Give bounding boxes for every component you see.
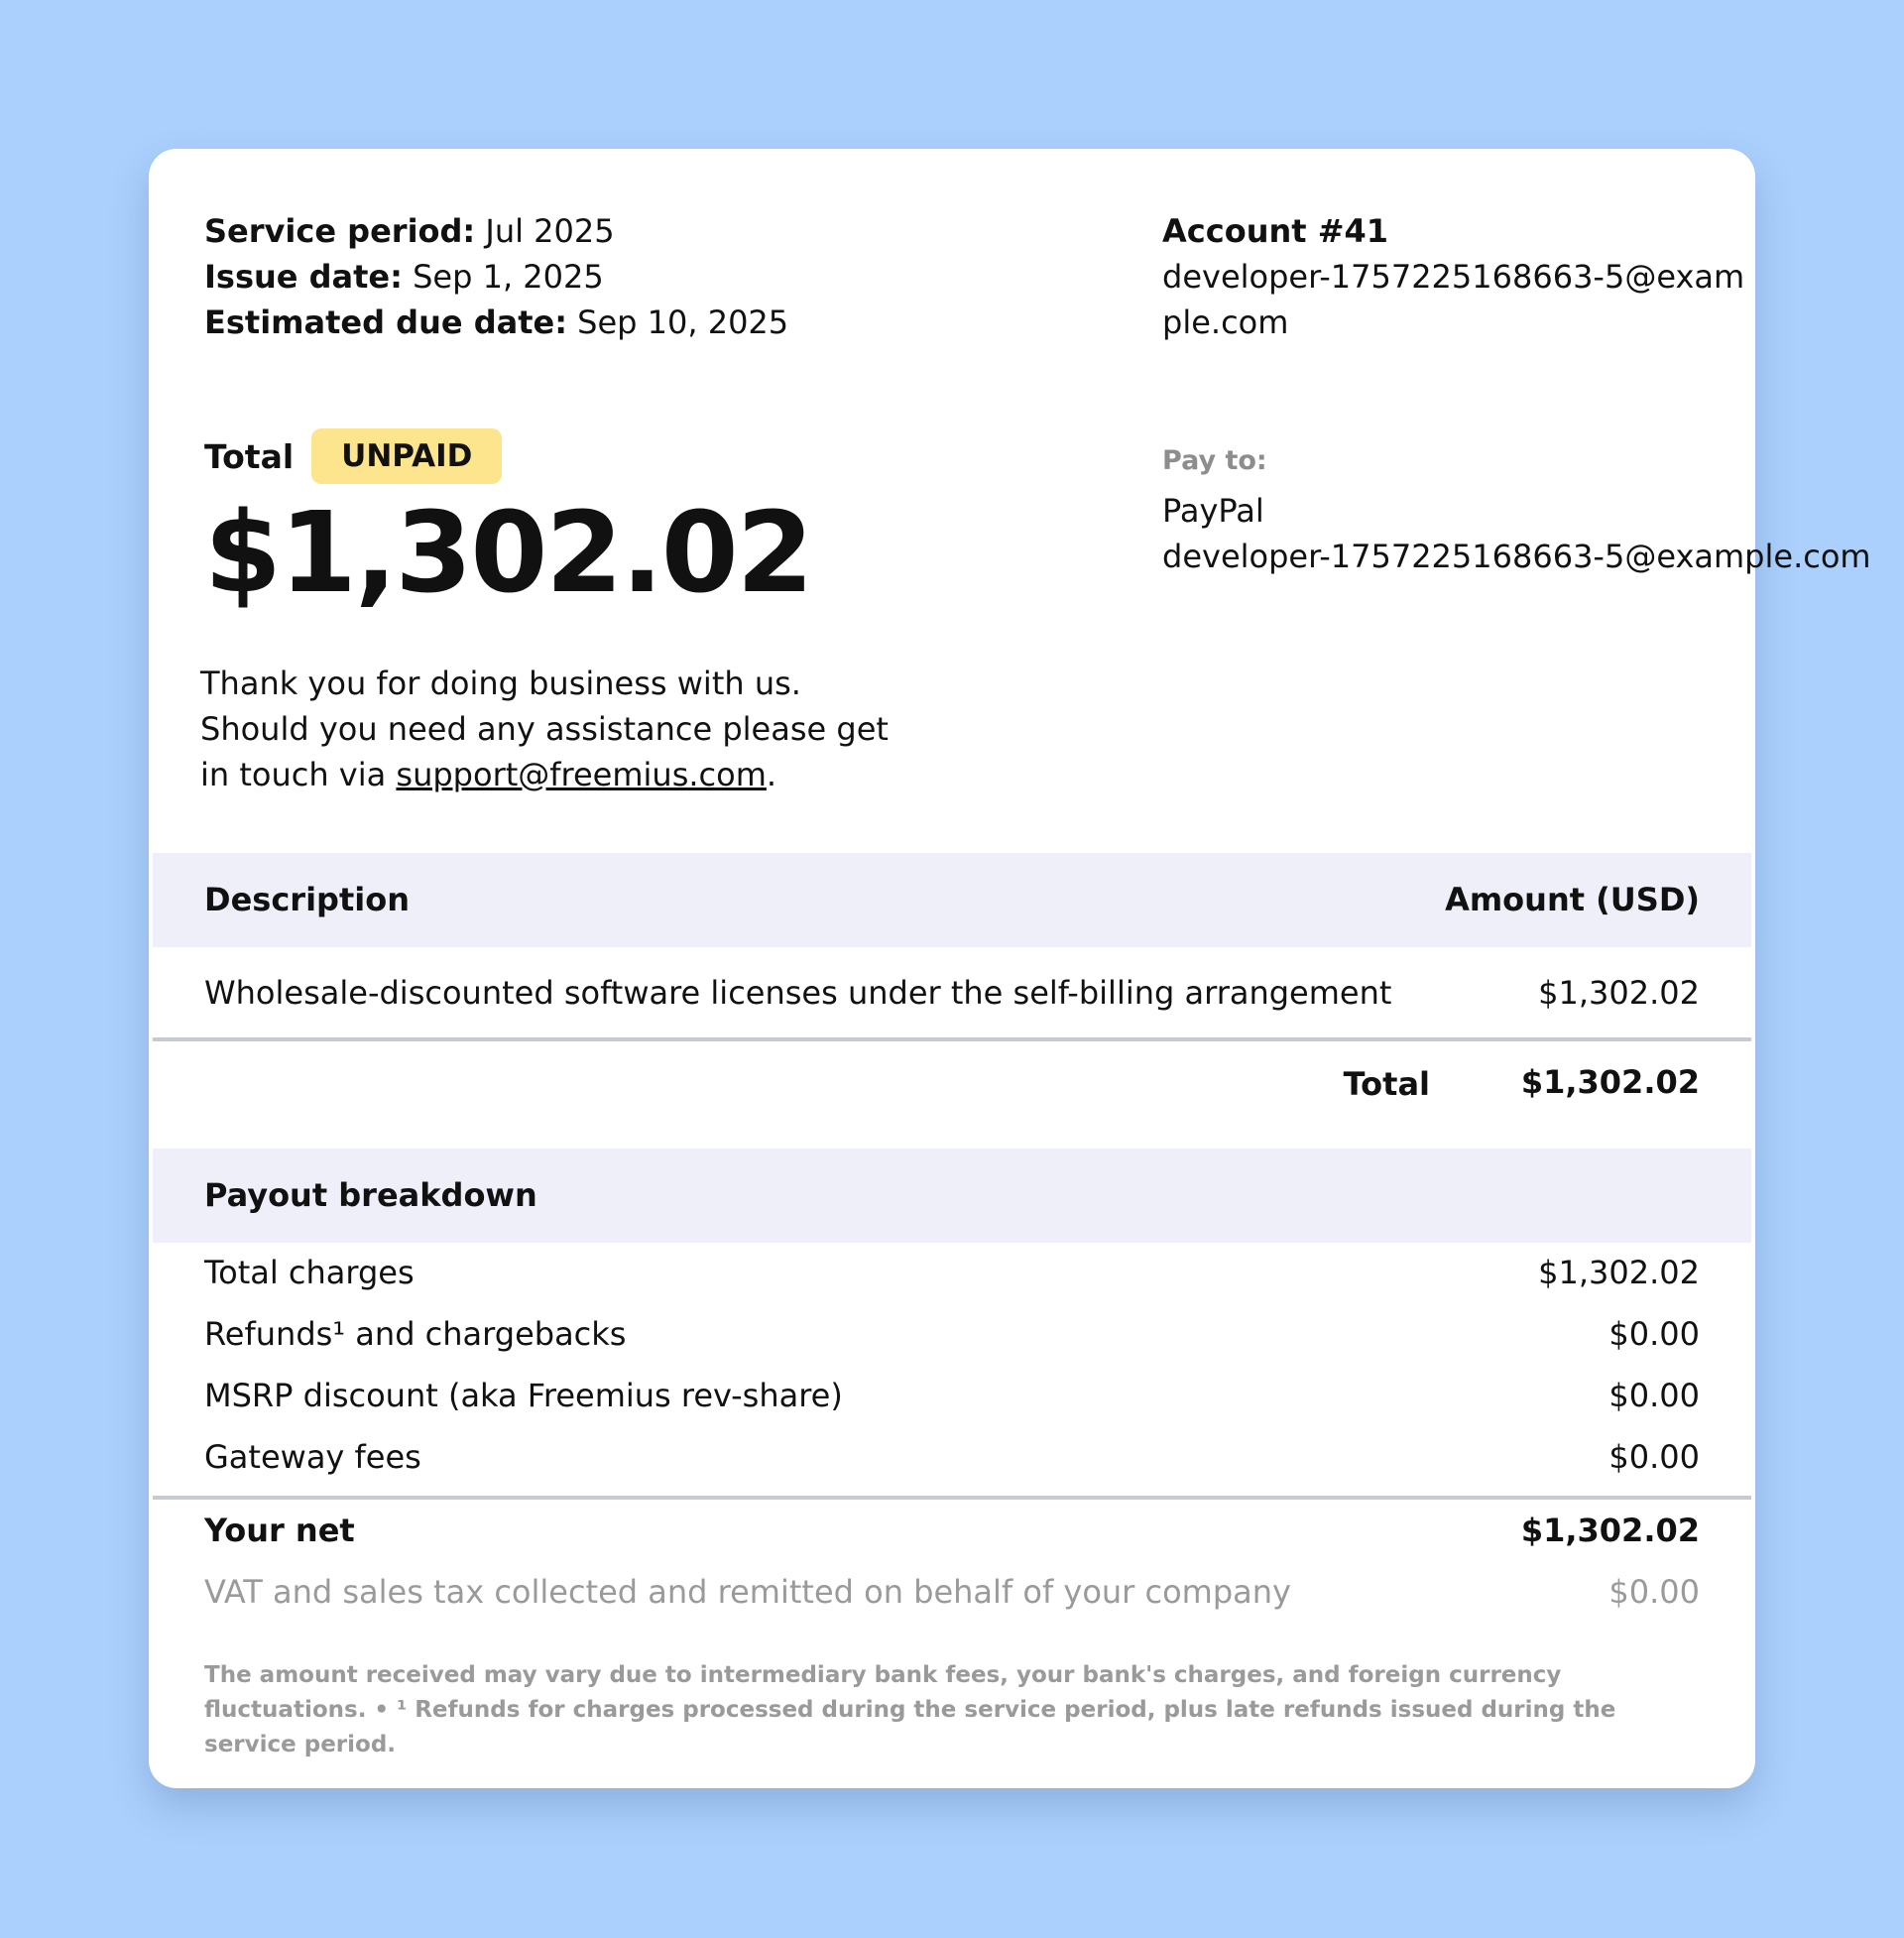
payout-row-amount: $0.00 bbox=[1608, 1315, 1700, 1353]
table-header bbox=[153, 853, 1751, 947]
issue-date-value: Sep 1, 2025 bbox=[413, 258, 604, 296]
net-label: Your net bbox=[204, 1512, 355, 1549]
service-period-value: Jul 2025 bbox=[485, 212, 615, 250]
pay-to-email: developer-1757225168663-5@example.com bbox=[1162, 538, 1871, 575]
total-amount: $1,302.02 bbox=[204, 489, 812, 618]
thank-you-message bbox=[200, 661, 914, 797]
issue-date-label: Issue date: bbox=[204, 258, 403, 296]
pay-to bbox=[1162, 438, 1871, 579]
table-divider bbox=[153, 1037, 1751, 1041]
vat-label: VAT and sales tax collected and remitted on behalf of your company bbox=[204, 1573, 1291, 1611]
payout-row-label: Refunds¹ and chargebacks bbox=[204, 1315, 627, 1353]
payout-header-label: Payout breakdown bbox=[204, 1176, 537, 1214]
payout-header bbox=[153, 1149, 1751, 1243]
payout-row-amount: $1,302.02 bbox=[1538, 1254, 1700, 1291]
payout-row-amount: $0.00 bbox=[1608, 1438, 1700, 1476]
footnote: The amount received may vary due to intermediary bank fees, your bank's charges, and foreign currency fluctuations. • ¹ Refunds for charges processed during the service period, plus late refunds issued during the service period. bbox=[204, 1662, 1616, 1757]
line-item-description: Wholesale-discounted software licenses under the self-billing arrangement bbox=[204, 974, 1392, 1012]
invoice-card bbox=[149, 149, 1871, 1788]
invoice-meta bbox=[204, 208, 788, 345]
support-email-link[interactable]: support@freemius.com bbox=[396, 756, 767, 793]
pay-to-label: Pay to: bbox=[1162, 445, 1267, 476]
net-amount: $1,302.02 bbox=[1520, 1512, 1700, 1549]
total-summary bbox=[204, 428, 812, 618]
total-header bbox=[204, 428, 812, 484]
account-title: Account #41 bbox=[1162, 212, 1389, 250]
table-total-amount: $1,302.02 bbox=[1520, 1063, 1700, 1101]
payout-row-label: Total charges bbox=[204, 1254, 415, 1291]
line-item-amount: $1,302.02 bbox=[1538, 974, 1700, 1012]
issue-date-line bbox=[204, 254, 788, 300]
account-info bbox=[1162, 208, 1747, 345]
pay-to-method: PayPal bbox=[1162, 492, 1264, 530]
due-date-label: Estimated due date: bbox=[204, 303, 567, 341]
payout-divider bbox=[153, 1496, 1751, 1500]
vat-amount: $0.00 bbox=[1608, 1573, 1700, 1611]
thank-you-end: . bbox=[766, 756, 777, 793]
status-badge: UNPAID bbox=[311, 428, 502, 484]
payout-row-label: MSRP discount (aka Freemius rev-share) bbox=[204, 1377, 843, 1414]
header-description: Description bbox=[204, 881, 410, 918]
account-email: developer-1757225168663-5@example.com bbox=[1162, 258, 1745, 341]
thank-you-text: Thank you for doing business with us. Should you need any assistance please get in touch via bbox=[200, 665, 889, 793]
payout-row-amount: $0.00 bbox=[1608, 1377, 1700, 1414]
payout-row-label: Gateway fees bbox=[204, 1438, 421, 1476]
header-amount: Amount (USD) bbox=[1445, 881, 1700, 918]
service-period-label: Service period: bbox=[204, 212, 476, 250]
due-date-line bbox=[204, 300, 788, 345]
total-label: Total bbox=[204, 436, 295, 476]
service-period-line bbox=[204, 208, 788, 254]
due-date-value: Sep 10, 2025 bbox=[577, 303, 789, 341]
table-total-label: Total bbox=[1343, 1065, 1430, 1103]
